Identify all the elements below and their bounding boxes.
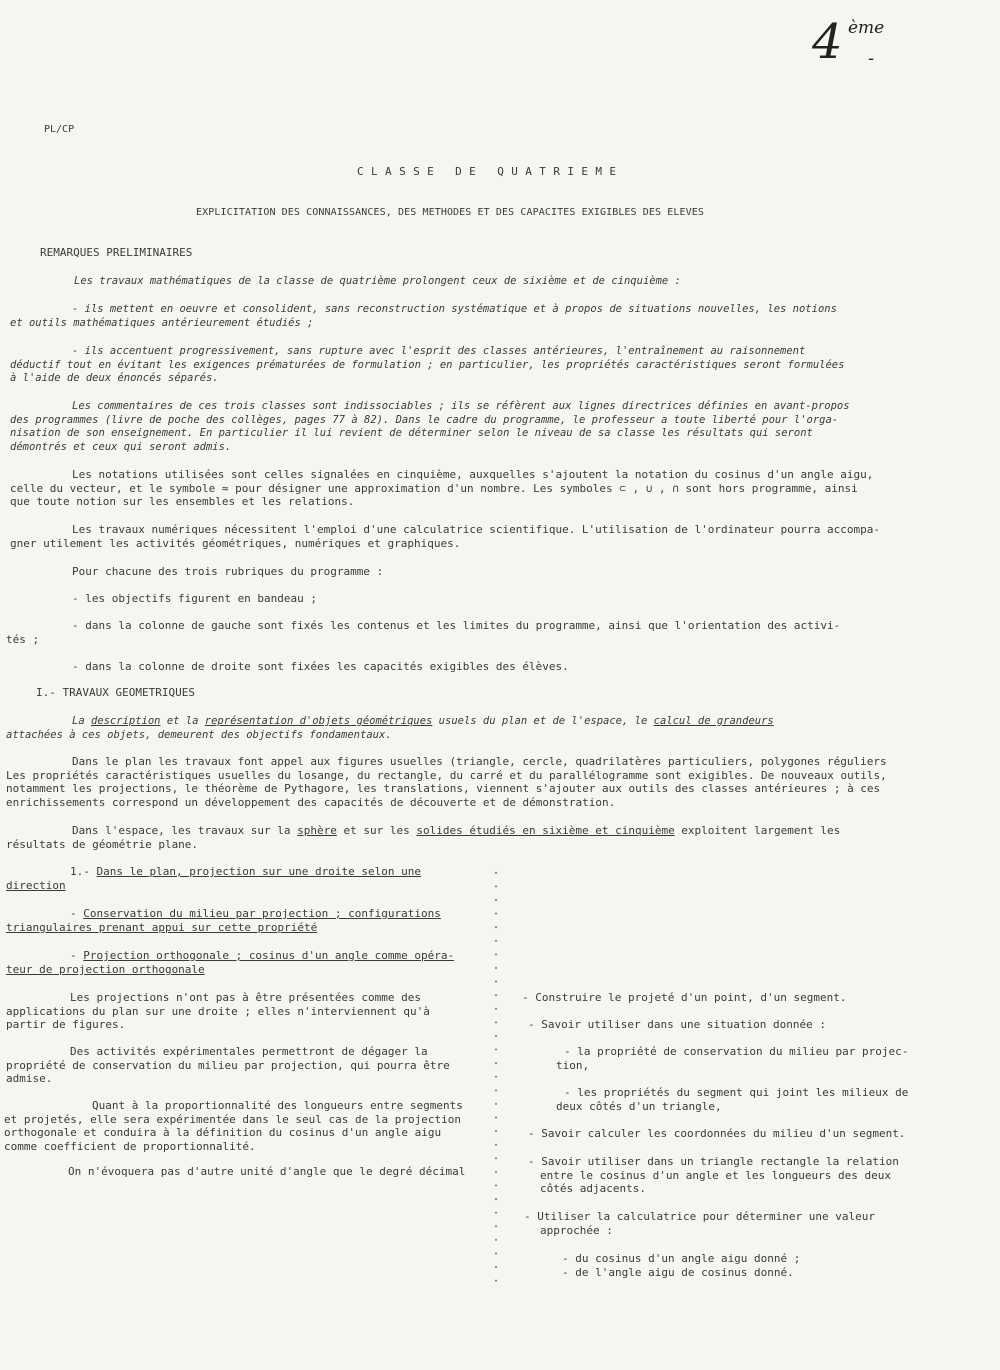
prelim-numeric-text: Les travaux numériques nécessitent l'emploi d'une calculatrice scientifique. L'utilisation de l'ordinateur pourra accompa- gner utilement les activités géométriques, numériques et graphiques. (10, 523, 880, 550)
handwritten-level: 4 (812, 14, 843, 70)
left-para-3 (4, 1099, 499, 1153)
right-item-5a: - du cosinus d'un angle aigu donné ; - de l'angle aigu de cosinus donné. (562, 1252, 801, 1279)
left-item-1-number: 1.- (70, 865, 97, 878)
section-1-plane-text: Dans le plan les travaux font appel aux figures usuelles (triangle, cercle, quadrilatères particuliers, polygones réguliers Les propriétés caractéristiques usuelles du losange, du rectangle, du carré et du parallélogramme sont exigibles. De nouveaux outils, notamment les projections, le théorème de Pythagore, les translations, viennent s'ajouter aux outils des classes antérieures ; à ces enrichissements correspond un développement des capacités de découverte et de démonstration. (6, 755, 887, 809)
right-item-1: - Construire le projeté d'un point, d'un segment. (522, 991, 847, 1004)
right-item-2: - Savoir utiliser dans une situation donnée : (528, 1018, 827, 1031)
section-1-space (72, 824, 840, 838)
banner-part-underlined: représentation d'objets géométriques (204, 715, 433, 727)
column-separator (494, 866, 498, 1286)
right-item-3: - Savoir calculer les coordonnées du milieu d'un segment. (528, 1127, 906, 1140)
left-item-2-title: Conservation du milieu par projection ; configurations (83, 907, 441, 920)
prelim-notations-text: Les notations utilisées sont celles signalées en cinquième, auxquelles s'ajoutent la notation du cosinus d'un angle aigu, celle du vecteur, et le symbole ≈ pour désigner une approximation d'un nombre. Les symboles ⊂ , ∪ , ∩ sont hors programme, ainsi que toute notion sur les ensembles et les relations. (10, 468, 874, 509)
left-item-1 (70, 865, 421, 879)
section-1-banner-cont: attachées à ces objets, demeurent des objectifs fondamentaux. (6, 729, 392, 741)
space-part-underlined: solides étudiés en sixième et cinquième (416, 824, 675, 837)
banner-part: et la (160, 715, 205, 727)
handwritten-grade-annotation (812, 14, 885, 70)
banner-part: usuels du plan et de l'espace, le (432, 715, 654, 727)
banner-part: La (72, 715, 91, 727)
prelim-rubric-1: - les objectifs figurent en bandeau ; (72, 592, 318, 605)
prelim-notations (10, 468, 960, 509)
left-para-2 (6, 1045, 486, 1086)
space-part: Dans l'espace, les travaux sur la (72, 824, 298, 837)
right-item-4-text: - Savoir utiliser dans un triangle rectangle la relation entre le cosinus d'un angle et les longueurs des deux côtés adjacents. (528, 1155, 899, 1196)
left-item-1-cont: direction (6, 879, 66, 892)
prelim-point-2-text: - ils accentuent progressivement, sans rupture avec l'esprit des classes antérieures, l'entraînement au raisonnement déductif tout en évitant les exigences prématurées de formulation ; en particulier, les propriétés caractéristiques seront formulées à l'aide de deux énoncés séparés. (10, 345, 845, 385)
left-item-3-cont: teur de projection orthogonale (6, 963, 205, 976)
prelim-comments-text: Les commentaires de ces trois classes sont indissociables ; ils se réfèrent aux lignes directrices définies en avant-propos des programmes (livre de poche des collèges, pages 77 à 82). Dans le cadre du programme, le professeur a toute liberté pour l'orga- nisation de son enseignement. En particulier il lui revient de déterminer selon le niveau de sa classe les résultats qui seront démontrés et ceux qui seront admis. (10, 400, 850, 453)
right-item-2b (556, 1086, 966, 1113)
left-para-3-text: Quant à la proportionnalité des longueurs entre segments et projetés, elle sera expérimentée dans le seul cas de la projection orthogonale et conduira à la définition du cosinus d'un angle aigu comme coefficient de proportionnalité. (4, 1099, 463, 1153)
section-1-plane (6, 755, 966, 809)
space-part: et sur les (336, 824, 417, 837)
banner-part-underlined: description (90, 715, 161, 727)
left-para-4: On n'évoquera pas d'autre unité d'angle que le degré décimal (68, 1165, 466, 1178)
prelim-numeric (10, 523, 960, 550)
right-item-2a (556, 1045, 966, 1072)
document-subtitle: EXPLICITATION DES CONNAISSANCES, DES METHODES ET DES CAPACITES EXIGIBLES DES ELEVES (196, 207, 705, 218)
prelim-point-2 (10, 345, 950, 386)
section-1-banner (72, 715, 774, 729)
left-item-2-dash: - (70, 907, 84, 920)
handwritten-mark: - (868, 48, 875, 69)
left-item-2-cont: triangulaires prenant appui sur cette propriété (6, 921, 318, 934)
space-part: exploitent largement les (674, 824, 841, 837)
document-title: CLASSE DE QUATRIEME (357, 165, 624, 178)
left-para-2-text: Des activités expérimentales permettront de dégager la propriété de conservation du milieu par projection, qui pourra être admise. (6, 1045, 450, 1086)
left-item-3-title: Projection orthogonale ; cosinus d'un angle comme opéra- (83, 949, 455, 962)
prelim-rubric-2-text: - dans la colonne de gauche sont fixés les contenus et les limites du programme, ainsi que l'orientation des activi- tés ; (6, 619, 841, 646)
right-item-4 (528, 1155, 948, 1196)
right-item-2b-text: - les propriétés du segment qui joint les milieux de deux côtés d'un triangle, (556, 1086, 909, 1113)
prelim-rubric-3: - dans la colonne de droite sont fixées les capacités exigibles des élèves. (72, 660, 569, 673)
handwritten-superscript: ème (848, 18, 885, 38)
prelim-point-1: - ils mettent en oeuvre et consolident, sans reconstruction systématique et à propos de situations nouvelles, les notions et outils mathématiques antérieurement étudiés ; (10, 303, 837, 329)
prelim-heading: REMARQUES PRELIMINAIRES (40, 246, 193, 259)
left-item-3 (70, 949, 454, 963)
prelim-intro: Les travaux mathématiques de la classe de quatrième prolongent ceux de sixième et de cinquième : (74, 275, 681, 287)
prelim-rubrics-intro: Pour chacune des trois rubriques du programme : (72, 565, 384, 578)
space-part-underlined: sphère (297, 824, 337, 837)
left-para-1-text: Les projections n'ont pas à être présentées comme des applications du plan sur une droite ; elles n'interviennent qu'à partir de figures. (6, 991, 430, 1032)
banner-part-underlined: calcul de grandeurs (653, 715, 774, 727)
right-item-2a-text: - la propriété de conservation du milieu par projec- tion, (556, 1045, 909, 1072)
right-item-5-text: - Utiliser la calculatrice pour déterminer une valeur approchée : (524, 1210, 875, 1237)
document-reference: PL/CP (44, 124, 75, 135)
left-para-1 (6, 991, 486, 1032)
section-1-space-cont: résultats de géométrie plane. (6, 838, 199, 851)
prelim-comments (10, 400, 950, 454)
prelim-rubric-2 (6, 619, 956, 646)
right-item-5 (524, 1210, 944, 1237)
section-1-heading: I.- TRAVAUX GEOMETRIQUES (36, 686, 195, 699)
left-item-3-dash: - (70, 949, 84, 962)
left-item-2 (70, 907, 441, 921)
left-item-1-title: Dans le plan, projection sur une droite selon une (96, 865, 422, 878)
